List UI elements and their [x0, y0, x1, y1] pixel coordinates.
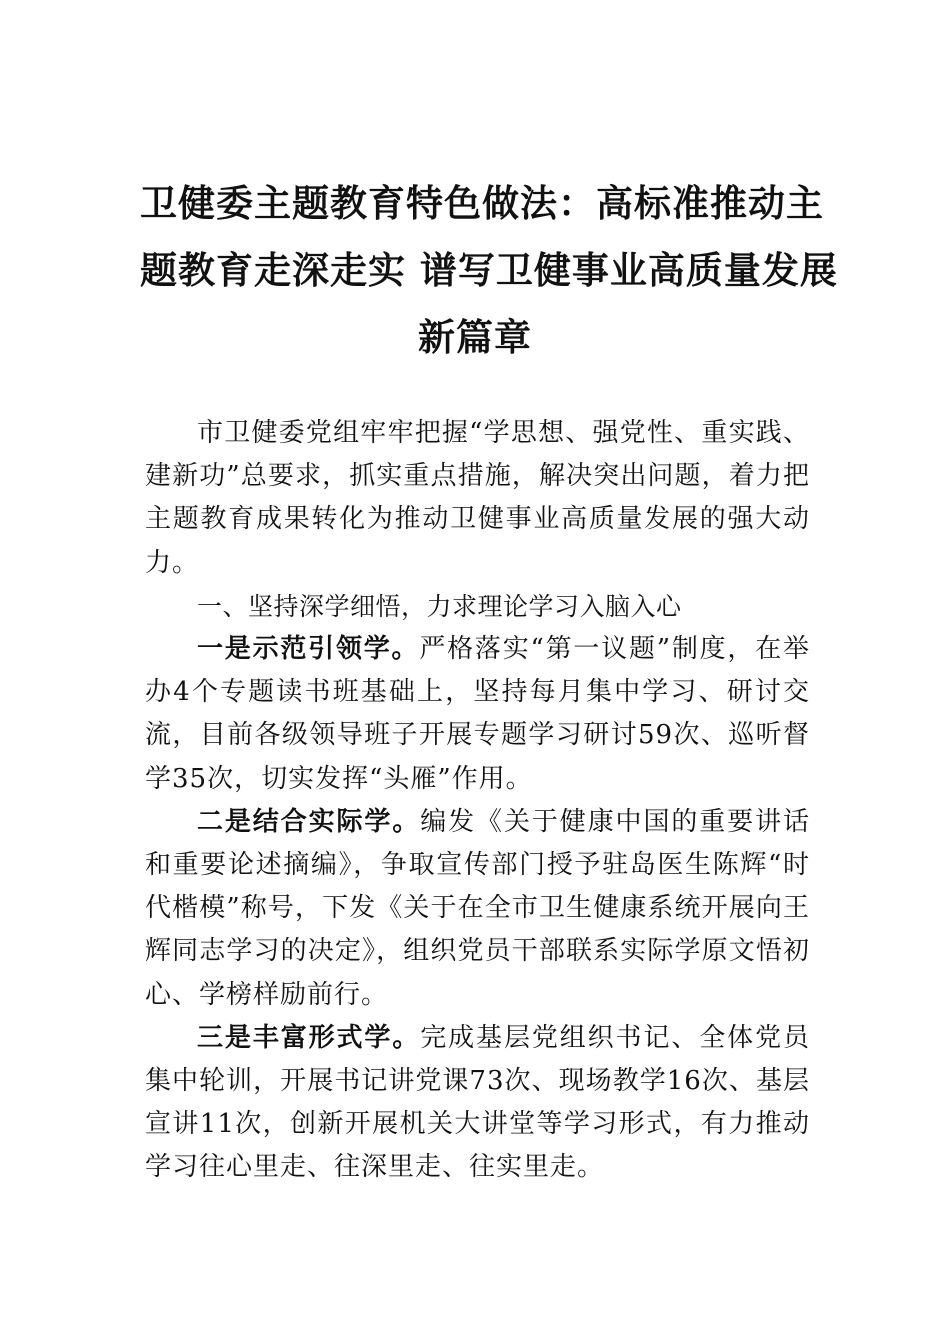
item-paragraph-1	[145, 628, 810, 801]
item-text-2: 编发《关于健康中国的重要讲话和重要论述摘编》，争取宣传部门授予驻岛医生陈辉“时代楷模”称号，下发《关于在全市卫生健康系统开展向王辉同志学习的决定》，组织党员干部联系实际学原文悟初心、学榜样励前行。	[145, 806, 810, 1010]
document-title	[140, 170, 838, 371]
title-line-2: 题教育走深走实 谱写卫健事业高质量发展	[140, 248, 838, 292]
intro-paragraph: 市卫健委党组牢牢把握“学思想、强党性、重实践、建新功”总要求，抓实重点措施，解决突出问题，着力把主题教育成果转化为推动卫健事业高质量发展的强大动力。	[145, 418, 810, 578]
title-line-3: 新篇章	[418, 315, 532, 359]
item-lead-3: 三是丰富形式学。	[197, 1022, 421, 1053]
item-text-1: 严格落实“第一议题”制度，在举办4个专题读书班基础上，坚持每月集中学习、研讨交流，目前各级领导班子开展专题学习研讨59次、巡听督学35次，切实发挥“头雁”作用。	[145, 634, 810, 794]
item-paragraph-3	[145, 1017, 810, 1190]
item-lead-2: 二是结合实际学。	[197, 806, 421, 837]
item-text-3: 完成基层党组织书记、全体党员集中轮训，开展书记讲党课73次、现场教学16次、基层宣讲11次，创新开展机关大讲堂等学习形式，有力推动学习往心里走、往深里走、往实里走。	[145, 1022, 810, 1183]
section-1-heading: 一、坚持深学细悟，力求理论学习入脑入心	[197, 591, 682, 621]
title-line-1: 卫健委主题教育特色做法：高标准推动主	[140, 181, 824, 225]
item-paragraph-2	[145, 801, 810, 1017]
document-body	[145, 412, 810, 1190]
item-lead-1: 一是示范引领学。	[197, 634, 420, 665]
